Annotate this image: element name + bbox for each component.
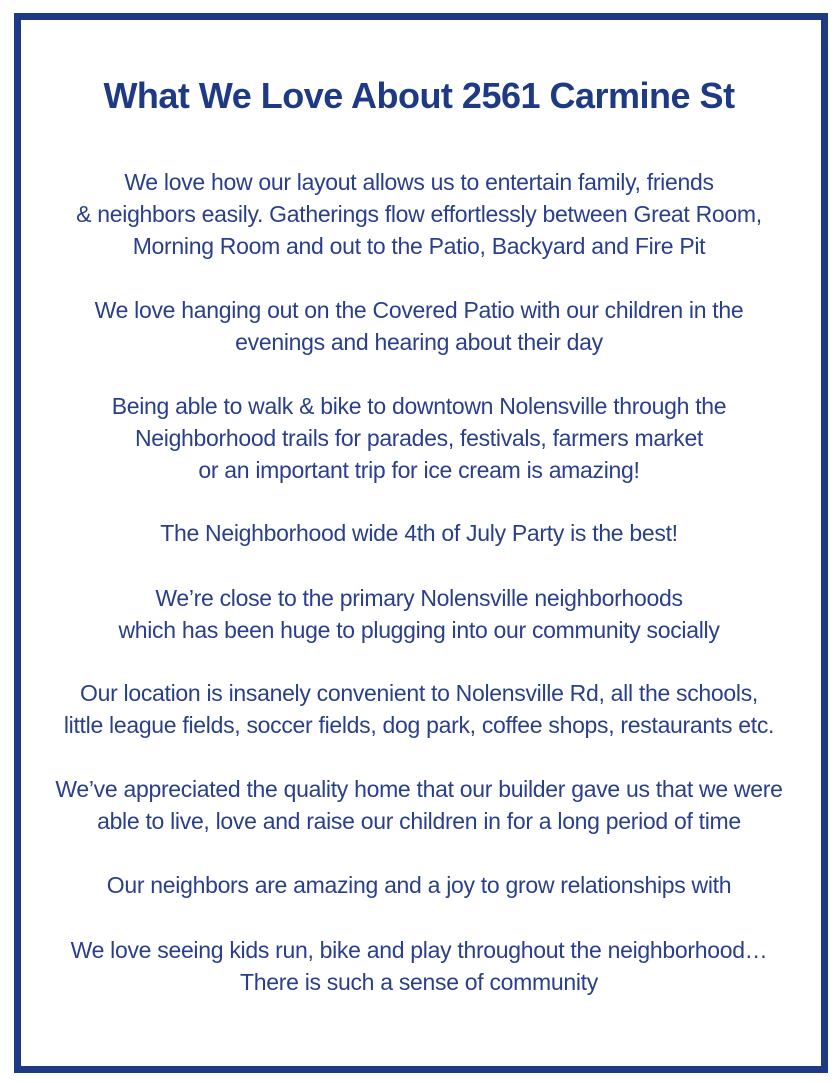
paragraph-neighbors [30,869,808,901]
paragraph-line: little league fields, soccer fields, dog park, coffee shops, restaurants etc. [63,712,775,738]
paragraph-line: Neighborhood trails for parades, festivals, farmers market [134,425,704,451]
paragraph-line: There is such a sense of community [240,969,598,995]
paragraph-community [30,934,808,998]
paragraph-line: or an important trip for ice cream is amazing! [198,457,640,483]
paragraph-builder [30,773,808,837]
paragraph-july-party [30,517,808,549]
paragraph-line: which has been huge to plugging into our community socially [118,617,720,643]
paragraph-location [30,677,808,741]
paragraph-line: Being able to walk & bike to downtown Nolensville through the [111,393,727,419]
paragraph-line: able to live, love and raise our children in for a long period of time [97,808,741,834]
paragraph-line: Our neighbors are amazing and a joy to grow relationships with [106,872,732,898]
paragraph-line: Our location is insanely convenient to Nolensville Rd, all the schools, [79,680,758,706]
paragraph-line: & neighbors easily. Gatherings flow effortlessly between Great Room, [76,201,762,227]
paragraph-layout [30,166,808,262]
paragraph-line: We love seeing kids run, bike and play throughout the neighborhood… [70,937,768,963]
paragraph-line: We’re close to the primary Nolensville neighborhoods [155,585,683,611]
paragraph-line: Morning Room and out to the Patio, Backyard and Fire Pit [132,233,706,259]
paragraph-line: The Neighborhood wide 4th of July Party is the best! [160,520,678,546]
paragraph-line: We love hanging out on the Covered Patio with our children in the [94,297,744,323]
page-title: What We Love About 2561 Carmine St [103,75,735,116]
paragraph-line: We love how our layout allows us to entertain family, friends [124,169,714,195]
paragraph-neighborhoods [30,582,808,646]
paragraph-downtown [30,390,808,486]
paragraph-line: evenings and hearing about their day [235,329,603,355]
paragraph-line: We’ve appreciated the quality home that our builder gave us that we were [55,776,783,802]
paragraph-patio [30,294,808,358]
